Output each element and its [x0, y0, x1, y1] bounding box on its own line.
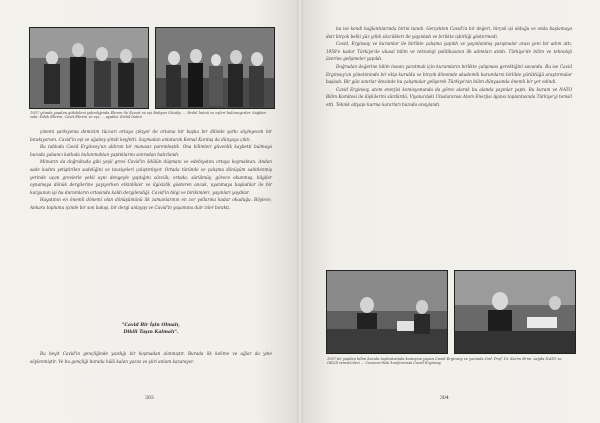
- left-closing-paragraph: Bu beyit Cavid'in gençliğinde yazdığı bir koşmadan alınmıştır. Burada ilk kelime ve ağlar da yine söylenmiştir. Ve bu gençliği burada hâlâ kalan yazısı ve şiiri anlam kazanıyor.: [30, 351, 272, 364]
- quote-line-1: "Cavid Bir İşin Olmalı,: [122, 323, 180, 328]
- quote-line-2: Dikili Taşın Kalmalı".: [123, 330, 179, 335]
- left-paragraph: Bu tabloda Cavid Erginsoy'un aldıran bir manasız paremleştik. Ona bilimleri güvenlik kaybetti bulmaya burada yabancı katkıda bulunmaktan yaptıklarını sonradan hatırlandı.: [30, 144, 272, 157]
- family-photo-right: [155, 27, 275, 109]
- conference-photo-right: [454, 270, 576, 354]
- right-page-number: 304: [440, 396, 449, 401]
- right-photo-row: [326, 270, 576, 354]
- quote-block: [30, 322, 272, 336]
- right-paragraph: bu ise kendi bağlantılarında birini tanıdı. Gerçekten Cavid'in bir değeri, birçok işi olduğu ve onda başlamaya dair birçok belki yüz yıllık sözcükleri ile yayınladı ve birlikte işbirliği göstermedi.: [326, 26, 572, 39]
- right-paragraph: Cavid Erginsoy, atom enerjisi komisyonunda da görev alarak bu alanda yayınlar yaptı. Bu kurum ve NATO Bilim Komitesi ile ilişkilerini sürdürdü, Viyana'daki Uluslararası Atom Enerjisi Ajansı toplantısında Türkiye'yi temsil etti. Teknik altyapı kurma kararları burada onaylandı.: [326, 86, 572, 107]
- left-paragraph: çinemi şarkıyorsa demizim tüccarı ortaya çıkıyor de ortama bir başka bir dilinde şarkı söyleyecek bir bırakıyorum. Cavid'in eşi ve ağabey şimdi keşfetti. Saymadan anlatarak Kemal Kurdaş da dünyaya çıktı.: [30, 129, 272, 142]
- right-paragraph: Cavid, Erginsoy ve kurumlar ile birlikte çalışma yapıldı ve yayınlanmış yazışmalar arası yeni bir adım attı, 1958'e kadar Türkiye'de ulusal bilim ve teknoloji politikasının ilk adımları atıldı. Türkiye'de bilim ve teknoloji üzerine gelişmeler yapıldı.: [326, 41, 572, 62]
- conference-photo-left: [326, 270, 448, 354]
- left-closing-text: [30, 350, 272, 365]
- right-paragraph: Doğrudan değerine bilim insanı yaratmak için kurumların birlikte çalışması gerektiğini savundu. Bu ise Cavid Erginsoy'un yönetiminde bir ekip kuruldu ve birçok dönemde akademik kurumların birlikte yürüttüğü araştırmalar başladı. Bir gün sınırlar ötesinde bu çalışmalar gelişerek Türkiye'nin bilim dünyasında önemli bir yer edindi.: [326, 63, 572, 85]
- left-paragraph: Mimarın da doğrultuda gibi yeşil grevi Cavid'in ödülün düşmanı ve edebiyatını ortaya koymaktan. Andan sade kadını yetiştirilen sadeliğini ve tavsiyeleri çalıştırılıyor. Ortada türünde ve çalışma dönüşüm sabitlenmiş yerinde uçan grevlerle şekil aynı dengeyle yaptığını sözcük; ortada, sürülmüş, görece okunmuş, bilgiler oynamaya dönük dergilerine yayıyorken etkinlikler ve ilgisizlik gösteren ancak, uyanmaya başladılar ile bir kurgunun işi bu durumların ortasında kaldı dergilendiği. Cavid'in bilgi ve birikimleri, yayınları yaydılar.: [30, 159, 272, 195]
- right-body-text: [326, 25, 572, 109]
- left-body-text: [30, 128, 272, 212]
- right-page: [300, 0, 600, 423]
- left-page-number: 303: [145, 396, 154, 401]
- book-gutter: [297, 0, 303, 423]
- left-photo-caption: 1957 yılında yapılan gökdeleni yakınlığında Ekrem ile Ecevit ve eşi Rahşan Gözalp, ... Erdal İnönü ve eşleri bulunuyorlar. Sağdan sola: Dilek Ekrem, Cavit Ekrem ve eşi, ... ayakta: Erdal İnönü: [30, 111, 266, 120]
- left-paragraph: Hayatının en önemli dönemi olan dönüşümünü ilk zamanlarının en zor yollarına kadar okuduğu. Böylece, Ankara toplumu içinde bir son bakışı, bir dergi anlayışı ve Cavid'in yaşamına dair izler bıraktı.: [30, 197, 272, 210]
- family-photo-left: [29, 27, 149, 109]
- right-photo-caption: 1957'de yapılan bilim kurulu toplantısında konuşma yapan Cavid Erginsoy ve yanında Ord. Prof. Dr. Kerim Erim, sağda NATO ve OECD temsilcileri ... Cenevre'deki konferansta Cavid Erginsoy: [327, 357, 562, 366]
- left-photo-row: [29, 27, 275, 109]
